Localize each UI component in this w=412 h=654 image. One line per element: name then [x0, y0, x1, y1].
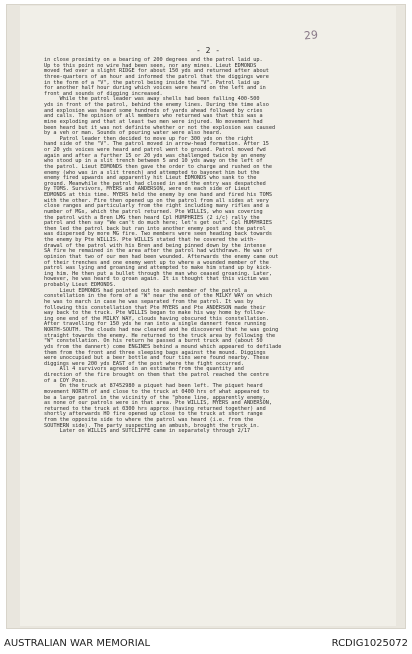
archive-footer: [0, 632, 412, 652]
text-line: yds from the dannert) come ENGINES behind a mound which appeared to defilade: [44, 343, 282, 350]
text-line: by TOMS. Survivors, MYERS and ANDERSON, were on each side of Lieut: [44, 186, 251, 193]
text-line: shortly afterwards HO fire opened up close to the truck at short range: [44, 411, 263, 418]
text-line: as none of our patrols were in that area. Pte WILLIS, MYERS and ANDERSON,: [44, 400, 272, 407]
text-line: for another half hour during which voices were heard on the left and in: [44, 85, 266, 92]
text-line: All 4 survivors agreed in an estimate from the quantity and: [44, 366, 244, 373]
text-line: again and after a further 15 or 20 yds was challenged twice by an enemy: [44, 152, 266, 159]
text-line: After travelling for 150 yds he ran into a single dannert fence running: [44, 321, 266, 328]
text-line: be a large patrol in the vicinity of the "phone line, apparently enemy,: [44, 394, 266, 401]
text-line: front and sounds of digging increased.: [44, 90, 163, 97]
text-line: from the opposite side to where the patrol was heard (i.e. from the: [44, 417, 254, 423]
text-line: way back to the truck. Pte WILLIS began to make his way home by follow-: [44, 310, 266, 317]
text-line: moved fwd over a slight RIDGE for about 150 yds and returned after about: [44, 68, 269, 75]
text-line: drawal of the patrol with his Bren and being pinned down by the intense: [44, 242, 266, 249]
text-line: patrol was lying and groaning and attempted to make him stand up by kick-: [44, 265, 272, 272]
text-line: probably Lieut EDMONDS.: [44, 282, 116, 288]
text-line: SA fire he remained in the area after the patrol had withdrawn. He was of: [44, 248, 272, 255]
report-body: [44, 58, 384, 435]
text-line: returned to the truck at 0300 hrs approx (having returned together) and: [44, 405, 266, 412]
text-line: were unoccupied but a beer bottle and four tins were found nearby. These: [44, 355, 269, 362]
text-line: with the other. Fire then opened up on the patrol from all sides at very: [44, 197, 269, 204]
text-line: who stood up in a slit trench between 5 and 10 yds away on the left of: [44, 158, 263, 165]
page-number: - 2 -: [195, 46, 221, 55]
text-line: them from the front and three sleeping bags against the mound. Diggings: [44, 349, 266, 356]
text-line: Up to this point no wire had been seen, nor any mines. Lieut EDMONDS: [44, 62, 257, 69]
text-line: movement NORTH of and close to the truck at 0400 hrs of what appeared to: [44, 388, 269, 395]
folio-number: 29: [303, 28, 319, 43]
text-line: Lieut EDMONDS had pointed out to each member of the patrol a: [44, 287, 248, 294]
archive-name: AUSTRALIAN WAR MEMORIAL: [4, 638, 151, 649]
archive-record-id: RCDIG1025072: [331, 638, 408, 649]
text-line: however, he was heard to groan again. It is thought that this victim was: [44, 276, 269, 283]
text-line: constellation in the form of a "W" near the end of the MILKY WAY on which: [44, 293, 272, 300]
text-line: diggings were 200 yds EAST of the post where the fight occurred.: [44, 360, 244, 367]
text-line: three-quarters of an hour and informed the patrol that the diggings were: [44, 73, 269, 80]
text-line: by a veh or man. Sounds of pouring water were also heard.: [44, 130, 223, 137]
text-line: yds in front of the patrol, behind the enemy lines. During the time also: [44, 102, 269, 108]
text-line: he was to march in case he was separated from the patrol. It was by: [44, 298, 254, 305]
text-line: and calls. The opinion of all members who returned was that this was a: [44, 113, 263, 120]
text-line: of a COY Posn.: [44, 377, 88, 384]
text-line: following this constellation that Pte MYERS and Pte ANDERSON made their: [44, 304, 266, 311]
text-line: straight towards the enemy. He returned to the truck area by following the: [44, 332, 276, 339]
text-line: in close proximity on a bearing of 200 degrees and the patrol laid up.: [44, 57, 263, 63]
text-line: Patrol leader then decided to move up for 300 yds on the right: [44, 135, 254, 142]
text-line: direction of the fire brought on them that the patrol reached the centre: [44, 372, 269, 378]
text-line: NORTH-SOUTH. The clouds had now cleared and he discovered that he was going: [44, 327, 279, 333]
text-line: enemy fired upwards and apparently hit Lieut EDMONDS who sank to the: [44, 175, 257, 182]
text-line: or 20 yds voices were heard and patrol went to ground. Patrol moved fwd: [44, 147, 266, 153]
text-line: of their trenches and one enemy went up to where a wounded member of the: [44, 259, 269, 266]
text-line: ing him. He then put a bullet through the man who ceased groaning. Later,: [44, 270, 272, 277]
text-line: patrol and then say "We can't do much here; let's get out". Cpl HUMPHRIES: [44, 220, 272, 227]
text-line: and explosion was heard some hundreds of yards ahead followed by cries: [44, 107, 263, 114]
text-line: hand side of the "V". The patrol moved in arrow-head formation. After 15: [44, 141, 269, 148]
text-line: the patrol. Lieut EDMONDS then gave the order to charge and rushed on the: [44, 163, 272, 170]
text-line: On the truck at 87452980 a piquet had been left. The piquet heard: [44, 383, 263, 390]
text-line: in the form of a "V", the patrol being inside the "V". Patrol laid up: [44, 79, 260, 86]
text-line: SOUTHERN side). The party suspecting an ambush, brought the truck in.: [44, 422, 260, 429]
text-line: close ranges and particularly from the right including many rifles and a: [44, 203, 269, 210]
typed-page: [20, 6, 396, 626]
text-line: then led the patrol back but ran into another enemy post and the patrol: [44, 225, 266, 232]
document-scan: [6, 4, 406, 629]
text-line: While the patrol leader was away shells had been falling 400-500: [44, 96, 260, 103]
text-line: Later on WILLIS and SUTCLIFFE came in separately through 2/17: [44, 428, 251, 435]
text-line: been heard but it was not definite whether or not the explosion was caused: [44, 124, 276, 131]
text-line: "W" constellation. On his return he passed a burnt truck and (about 50: [44, 338, 263, 345]
text-line: opinion that two of our men had been wounded. Afterwards the enemy came out: [44, 253, 279, 260]
text-line: mine exploding and that at least two men were injured. No movement had: [44, 118, 263, 125]
text-line: EDMONDS at this time. MYERS held the enemy by one hand and fired his TOMS: [44, 192, 272, 198]
text-line: enemy (who was in a slit trench) and attempted to bayonet him but the: [44, 169, 260, 176]
text-line: number of MGs, which the patrol returned. Pte WILLIS, who was covering: [44, 208, 263, 215]
text-line: the enemy by Pte WILLIS. Pte WILLIS stated that he covered the with-: [44, 237, 257, 243]
text-line: ground. Meanwhile the patrol had closed in and the entry was despatched: [44, 180, 266, 187]
text-line: ing one end of the MILKY WAY, clouds having obscured this constellation.: [44, 315, 269, 322]
text-line: the patrol with a Bren LMG then heard Cpl HUMPHRIES (2 i/c) rally the: [44, 214, 260, 221]
text-line: was dispersed by more MG fire. Two members were seen heading back towards: [44, 231, 272, 238]
